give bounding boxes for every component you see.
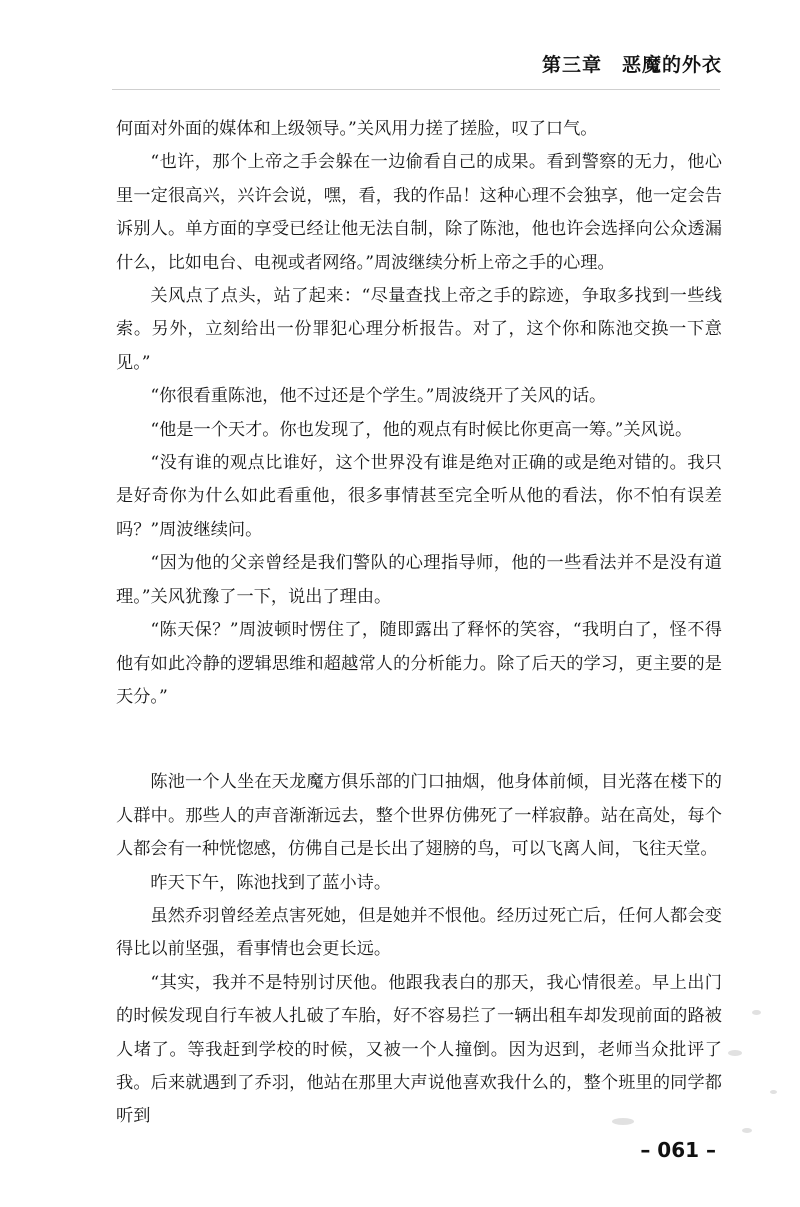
paragraph-8: “陈天保？”周波顿时愣住了，随即露出了释怀的笑容，“我明白了，怪不得他有如此冷静的逻辑思维和超越常人的分析能力。除了后天的学习，更主要的是天分。” <box>116 620 722 707</box>
body-text <box>116 113 722 1134</box>
scan-speckle <box>752 1010 761 1015</box>
paragraph-5: “他是一个天才。你也发现了，他的观点有时候比你更高一筹。”关风说。 <box>150 419 693 440</box>
paragraph-11: 虽然乔羽曾经差点害死她，但是她并不恨他。经历过死亡后，任何人都会变得比以前坚强，看事情也会更长远。 <box>116 905 722 960</box>
scan-speckle <box>770 1090 777 1094</box>
page-number: – 061 – <box>640 1138 716 1162</box>
paragraph-3: 关风点了点头，站了起来：“尽量查找上帝之手的踪迹，争取多找到一些线索。另外，立刻给出一份罪犯心理分析报告。对了，这个你和陈池交换一下意见。” <box>116 286 722 373</box>
paragraph-10: 昨天下午，陈池找到了蓝小诗。 <box>150 872 392 893</box>
paragraph-4: “你很看重陈池，他不过还是个学生。”周波绕开了关风的话。 <box>150 386 607 407</box>
paragraph-6: “没有谁的观点比谁好，这个世界没有谁是绝对正确的或是绝对错的。我只是好奇你为什么如此看重他，很多事情甚至完全听从他的看法，你不怕有误差吗？”周波继续问。 <box>116 453 722 540</box>
chapter-title: 第三章 恶魔的外衣 <box>541 54 722 76</box>
paragraph-1: 何面对外面的媒体和上级领导。”关风用力搓了搓脸，叹了口气。 <box>116 119 598 139</box>
paragraph-12: “其实，我并不是特别讨厌他。他跟我表白的那天，我心情很差。早上出门的时候发现自行车被人扎破了车胎，好不容易拦了一辆出租车却发现前面的路被人堵了。等我赶到学校的时候，又被一个人撞倒。因为迟到，老师当众批评了我。后来就遇到了乔羽，他站在那里大声说他喜欢我什么的，整个班里的同学都听到 <box>116 972 722 1127</box>
scan-speckle <box>742 1128 752 1133</box>
scan-speckle <box>612 1118 634 1125</box>
paragraph-2: “也许，那个上帝之手会躲在一边偷看自己的成果。看到警察的无力，他心里一定很高兴，兴许会说，嘿，看，我的作品！这种心理不会独享，他一定会告诉别人。单方面的享受已经让他无法自制，除了陈池，他也许会选择向公众透漏什么，比如电台、电视或者网络。”周波继续分析上帝之手的心理。 <box>116 152 722 273</box>
paragraph-7: “因为他的父亲曾经是我们警队的心理指导师，他的一些看法并不是没有道理。”关风犹豫了一下，说出了理由。 <box>116 553 722 607</box>
paragraph-9: 陈池一个人坐在天龙魔方俱乐部的门口抽烟，他身体前倾，目光落在楼下的人群中。那些人的声音渐渐远去，整个世界仿佛死了一样寂静。站在高处，每个人都会有一种恍惚感，仿佛自己是长出了翅膀的鸟，可以飞离人间，飞往天堂。 <box>116 772 722 860</box>
section-break <box>116 714 722 766</box>
scan-speckle <box>728 1050 742 1056</box>
header-divider <box>112 89 720 90</box>
